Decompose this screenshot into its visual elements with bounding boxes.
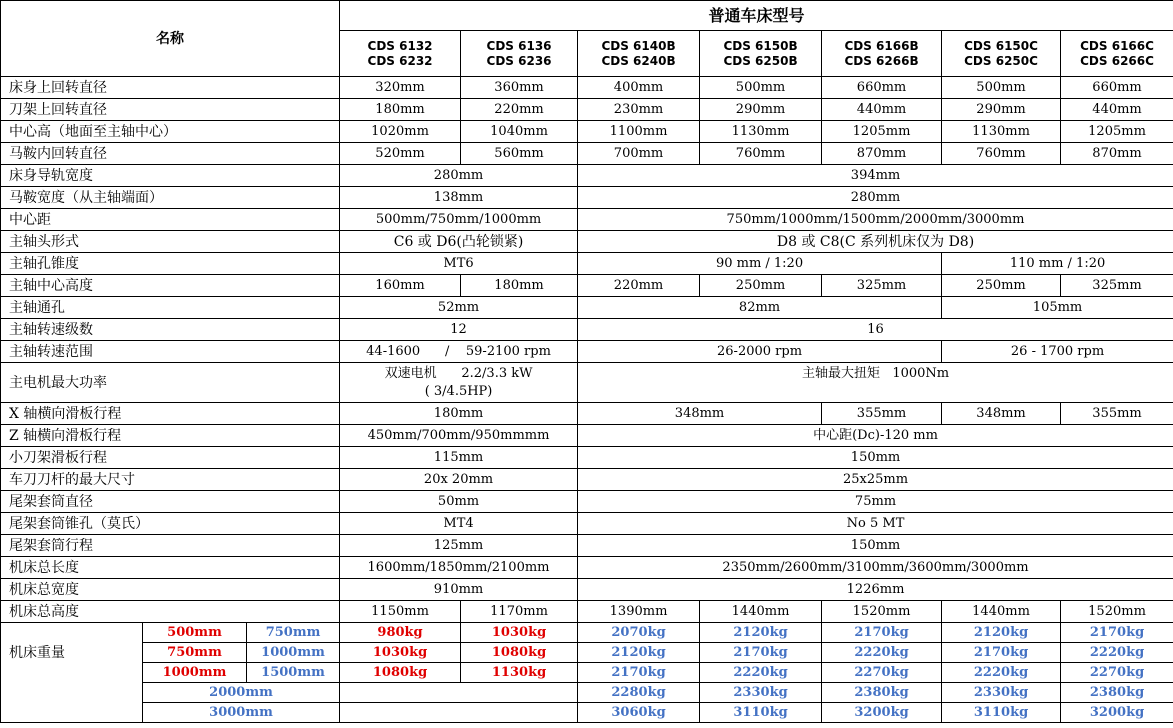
cell: 138mm	[340, 187, 578, 209]
cell: 760mm	[700, 143, 822, 165]
cell: 110 mm / 1:20	[942, 253, 1173, 275]
cell: C6 或 D6(凸轮锁紧)	[340, 231, 578, 253]
model-header: CDS 6150C CDS 6250C	[942, 31, 1061, 77]
cell: 20x 20mm	[340, 469, 578, 491]
cell: 1440mm	[942, 601, 1061, 623]
cell: 560mm	[461, 143, 578, 165]
table-row	[1, 447, 1173, 469]
cell: 910mm	[340, 579, 578, 601]
cell: 660mm	[822, 77, 942, 99]
cell: 440mm	[822, 99, 942, 121]
cell: 700mm	[578, 143, 700, 165]
cell: 520mm	[340, 143, 461, 165]
blank-cell	[340, 703, 578, 723]
row-label: 机床总长度	[1, 557, 340, 579]
cell: 230mm	[578, 99, 700, 121]
cell: 400mm	[578, 77, 700, 99]
table-row	[1, 319, 1173, 341]
cell: 75mm	[578, 491, 1173, 513]
cell: 870mm	[822, 143, 942, 165]
weight-cell: 2220kg	[700, 663, 822, 683]
cell: 25x25mm	[578, 469, 1173, 491]
weight-cell: 2270kg	[822, 663, 942, 683]
cell: 180mm	[340, 403, 578, 425]
row-label: 床身上回转直径	[1, 77, 340, 99]
length-red: 500mm	[143, 623, 247, 643]
cell: 1390mm	[578, 601, 700, 623]
weight-label: 机床重量	[1, 623, 143, 683]
row-label: X 轴横向滑板行程	[1, 403, 340, 425]
name-header: 名称	[1, 1, 340, 77]
cell: 220mm	[578, 275, 700, 297]
cell: D8 或 C8(C 系列机床仅为 D8)	[578, 231, 1173, 253]
row-label: 主轴转速范围	[1, 341, 340, 363]
cell: 750mm/1000mm/1500mm/2000mm/3000mm	[578, 209, 1173, 231]
table-row	[1, 513, 1173, 535]
table-row	[1, 143, 1173, 165]
cell: 82mm	[578, 297, 942, 319]
cell: 150mm	[578, 535, 1173, 557]
cell: 1130mm	[700, 121, 822, 143]
weight-cell: 3110kg	[700, 703, 822, 723]
weight-cell: 2120kg	[700, 623, 822, 643]
table-row	[1, 601, 1173, 623]
cell: 2350mm/2600mm/3100mm/3600mm/3000mm	[578, 557, 1173, 579]
cell: 中心距(Dc)-120 mm	[578, 425, 1173, 447]
length-blue: 1000mm	[247, 643, 340, 663]
table-row	[1, 425, 1173, 447]
table-row	[1, 341, 1173, 363]
cell: 主轴最大扭矩 1000Nm	[578, 363, 1173, 403]
table-row	[1, 99, 1173, 121]
cell: 1040mm	[461, 121, 578, 143]
table-row	[1, 557, 1173, 579]
weight-cell: 2170kg	[578, 663, 700, 683]
cell: 250mm	[942, 275, 1061, 297]
cell: 325mm	[822, 275, 942, 297]
cell: 500mm	[700, 77, 822, 99]
table-row	[1, 579, 1173, 601]
cell: 355mm	[1061, 403, 1173, 425]
cell: 1170mm	[461, 601, 578, 623]
cell-line: ( 3/4.5HP)	[424, 383, 493, 399]
weight-cell: 1030kg	[461, 623, 578, 643]
cell-line: 双速电机 2.2/3.3 kW	[384, 365, 533, 381]
cell: 1205mm	[822, 121, 942, 143]
cell: 16	[578, 319, 1173, 341]
table-row	[1, 403, 1173, 425]
cell: 320mm	[340, 77, 461, 99]
weight-cell: 3060kg	[578, 703, 700, 723]
row-label: 尾架套筒锥孔（莫氏）	[1, 513, 340, 535]
cell: 90 mm / 1:20	[578, 253, 942, 275]
weight-row	[1, 643, 1173, 663]
cell: 1150mm	[340, 601, 461, 623]
cell: 290mm	[700, 99, 822, 121]
blank-cell	[340, 683, 578, 703]
weight-cell: 2380kg	[822, 683, 942, 703]
model-header: CDS 6166B CDS 6266B	[822, 31, 942, 77]
weight-cell: 3110kg	[942, 703, 1061, 723]
length-blue: 3000mm	[143, 703, 340, 723]
weight-cell: 2170kg	[700, 643, 822, 663]
table-row	[1, 363, 1173, 403]
weight-cell: 2220kg	[822, 643, 942, 663]
cell: 440mm	[1061, 99, 1173, 121]
row-label: 中心高（地面至主轴中心）	[1, 121, 340, 143]
table-row	[1, 187, 1173, 209]
cell: 760mm	[942, 143, 1061, 165]
cell: 870mm	[1061, 143, 1173, 165]
cell: 160mm	[340, 275, 461, 297]
weight-cell: 1030kg	[340, 643, 461, 663]
weight-cell: 2170kg	[942, 643, 1061, 663]
table-row	[1, 297, 1173, 319]
row-label: 机床总宽度	[1, 579, 340, 601]
row-label: 尾架套筒行程	[1, 535, 340, 557]
cell: 180mm	[340, 99, 461, 121]
row-label: 刀架上回转直径	[1, 99, 340, 121]
row-label: 主轴中心高度	[1, 275, 340, 297]
cell: 348mm	[942, 403, 1061, 425]
model-header: CDS 6150B CDS 6250B	[700, 31, 822, 77]
cell: 1100mm	[578, 121, 700, 143]
weight-cell: 2270kg	[1061, 663, 1173, 683]
cell: MT4	[340, 513, 578, 535]
weight-row	[1, 703, 1173, 723]
weight-cell: 3200kg	[1061, 703, 1173, 723]
cell: 180mm	[461, 275, 578, 297]
cell: 290mm	[942, 99, 1061, 121]
weight-cell: 2220kg	[1061, 643, 1173, 663]
weight-row	[1, 623, 1173, 643]
cell: 1205mm	[1061, 121, 1173, 143]
cell: 250mm	[700, 275, 822, 297]
model-header: CDS 6136 CDS 6236	[461, 31, 578, 77]
cell: 660mm	[1061, 77, 1173, 99]
cell: 1520mm	[1061, 601, 1173, 623]
table-row	[1, 469, 1173, 491]
weight-cell: 2170kg	[822, 623, 942, 643]
cell: 220mm	[461, 99, 578, 121]
length-blue: 2000mm	[143, 683, 340, 703]
cell: 44-1600 / 59-2100 rpm	[340, 341, 578, 363]
row-label: 主轴转速级数	[1, 319, 340, 341]
cell: 450mm/700mm/950mmmm	[340, 425, 578, 447]
weight-cell: 2120kg	[942, 623, 1061, 643]
cell: 150mm	[578, 447, 1173, 469]
weight-cell: 2330kg	[942, 683, 1061, 703]
model-header: CDS 6166C CDS 6266C	[1061, 31, 1173, 77]
model-header: CDS 6132 CDS 6232	[340, 31, 461, 77]
cell: 26 - 1700 rpm	[942, 341, 1173, 363]
weight-cell: 2220kg	[942, 663, 1061, 683]
cell: 348mm	[578, 403, 822, 425]
weight-cell: 1130kg	[461, 663, 578, 683]
table-title: 普通车床型号	[340, 1, 1173, 31]
cell: 1520mm	[822, 601, 942, 623]
weight-cell: 980kg	[340, 623, 461, 643]
weight-cell: 1080kg	[461, 643, 578, 663]
row-label: 主轴通孔	[1, 297, 340, 319]
row-label: 马鞍内回转直径	[1, 143, 340, 165]
table-row	[1, 491, 1173, 513]
table-row	[1, 77, 1173, 99]
row-label: Z 轴横向滑板行程	[1, 425, 340, 447]
weight-cell: 2330kg	[700, 683, 822, 703]
weight-cell: 3200kg	[822, 703, 942, 723]
cell: 1600mm/1850mm/2100mm	[340, 557, 578, 579]
table-row	[1, 121, 1173, 143]
table-row	[1, 209, 1173, 231]
cell: 1440mm	[700, 601, 822, 623]
cell: 50mm	[340, 491, 578, 513]
cell: 12	[340, 319, 578, 341]
weight-cell: 2120kg	[578, 643, 700, 663]
weight-cell: 2380kg	[1061, 683, 1173, 703]
row-label: 机床总高度	[1, 601, 340, 623]
row-label: 中心距	[1, 209, 340, 231]
row-label: 小刀架滑板行程	[1, 447, 340, 469]
weight-cell: 2170kg	[1061, 623, 1173, 643]
weight-cell: 1080kg	[340, 663, 461, 683]
weight-cell: 2070kg	[578, 623, 700, 643]
cell: 52mm	[340, 297, 578, 319]
cell: No 5 MT	[578, 513, 1173, 535]
cell: 325mm	[1061, 275, 1173, 297]
cell: 1226mm	[578, 579, 1173, 601]
cell: 355mm	[822, 403, 942, 425]
weight-row	[1, 683, 1173, 703]
cell	[340, 363, 578, 403]
cell: 280mm	[578, 187, 1173, 209]
table-row	[1, 231, 1173, 253]
weight-row	[1, 663, 1173, 683]
cell: 280mm	[340, 165, 578, 187]
row-label: 主轴孔锥度	[1, 253, 340, 275]
cell: 500mm	[942, 77, 1061, 99]
cell: 394mm	[578, 165, 1173, 187]
cell: 125mm	[340, 535, 578, 557]
length-red: 1000mm	[143, 663, 247, 683]
cell: 26-2000 rpm	[578, 341, 942, 363]
table-row	[1, 535, 1173, 557]
row-label: 主电机最大功率	[1, 363, 340, 403]
table-row	[1, 165, 1173, 187]
cell: 115mm	[340, 447, 578, 469]
cell: 500mm/750mm/1000mm	[340, 209, 578, 231]
cell: 1020mm	[340, 121, 461, 143]
cell: 105mm	[942, 297, 1173, 319]
length-blue: 750mm	[247, 623, 340, 643]
cell: 360mm	[461, 77, 578, 99]
length-blue: 1500mm	[247, 663, 340, 683]
cell: 1130mm	[942, 121, 1061, 143]
table-row	[1, 253, 1173, 275]
length-red: 750mm	[143, 643, 247, 663]
row-label: 车刀刀杆的最大尺寸	[1, 469, 340, 491]
model-header: CDS 6140B CDS 6240B	[578, 31, 700, 77]
cell: MT6	[340, 253, 578, 275]
row-label: 马鞍宽度（从主轴端面）	[1, 187, 340, 209]
row-label: 主轴头形式	[1, 231, 340, 253]
blank-cell	[1, 703, 143, 723]
row-label: 尾架套筒直径	[1, 491, 340, 513]
table-row	[1, 275, 1173, 297]
blank-cell	[1, 683, 143, 703]
weight-cell: 2280kg	[578, 683, 700, 703]
row-label: 床身导轨宽度	[1, 165, 340, 187]
